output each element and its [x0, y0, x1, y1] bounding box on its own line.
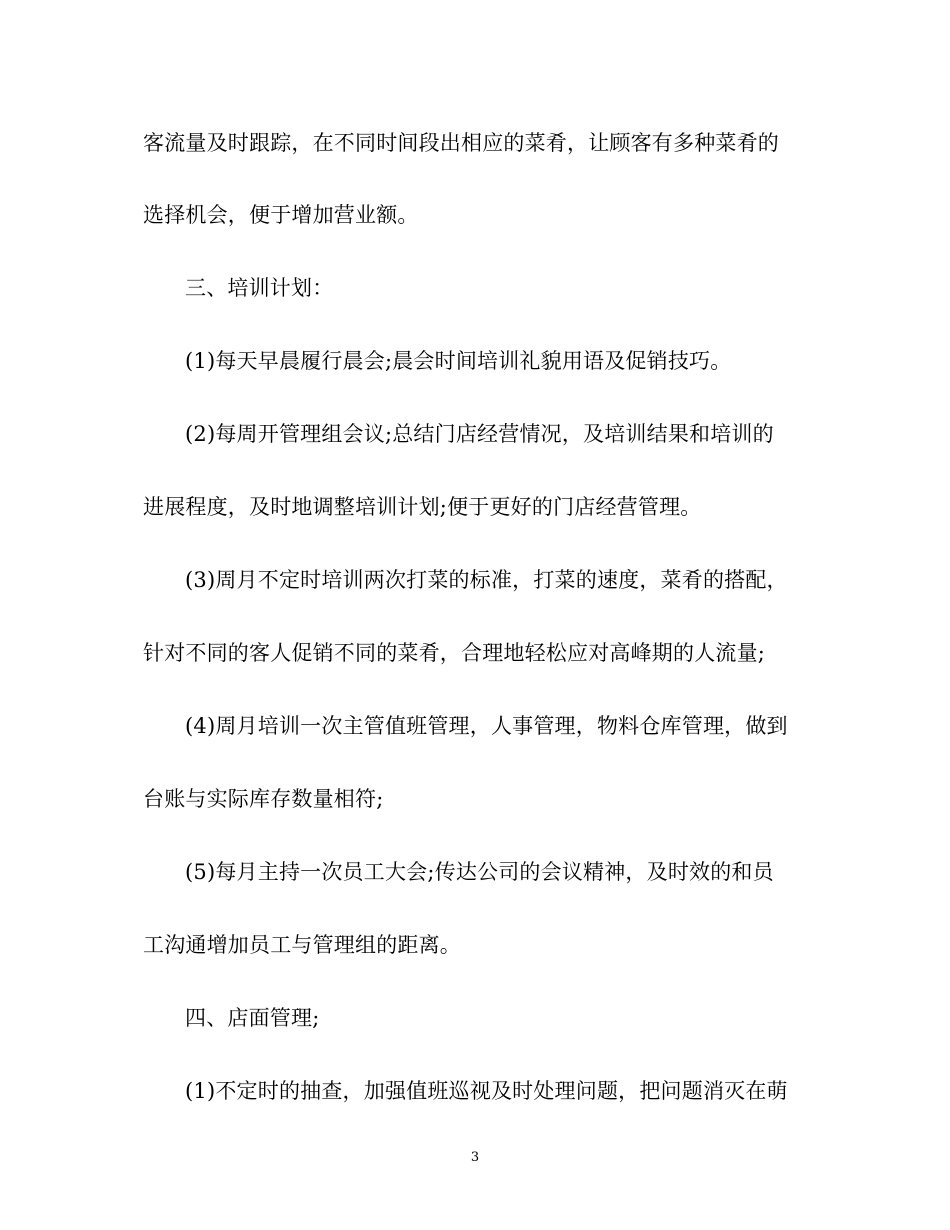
section-heading-store-management: 四、店面管理; [185, 1006, 320, 1030]
list-item-line-2: (2)每周开管理组会议;总结门店经营情况，及培训结果和培训的 [185, 422, 774, 446]
page-number: 3 [470, 1150, 480, 1165]
paragraph-line-1: 客流量及时跟踪，在不同时间段出相应的菜肴，让顾客有多种菜肴的 [143, 131, 779, 155]
list-item-line-5-continued: 工沟通增加员工与管理组的距离。 [143, 933, 461, 957]
section-heading-training-plan: 三、培训计划： [185, 276, 334, 300]
list-item-line-3-continued: 针对不同的客人促销不同的菜肴，合理地轻松应对高峰期的人流量; [143, 641, 766, 665]
list-item-line-4: (4)周月培训一次主管值班管理，人事管理，物料仓库管理，做到 [185, 714, 788, 738]
list-item-line-3: (3)周月不定时培训两次打菜的标准，打菜的速度，菜肴的搭配， [185, 568, 788, 592]
list-item-line-2-continued: 进展程度，及时地调整培训计划;便于更好的门店经营管理。 [143, 495, 702, 519]
list-item-line-4-continued: 台账与实际库存数量相符; [143, 787, 384, 811]
list-item-store-1: (1)不定时的抽查，加强值班巡视及时处理问题，把问题消灭在萌 [185, 1079, 788, 1103]
list-item-line-1: (1)每天早晨履行晨会;晨会时间培训礼貌用语及促销技巧。 [185, 349, 732, 373]
list-item-line-5: (5)每月主持一次员工大会;传达公司的会议精神，及时效的和员 [185, 860, 774, 884]
paragraph-line-2: 选择机会，便于增加营业额。 [143, 203, 419, 227]
